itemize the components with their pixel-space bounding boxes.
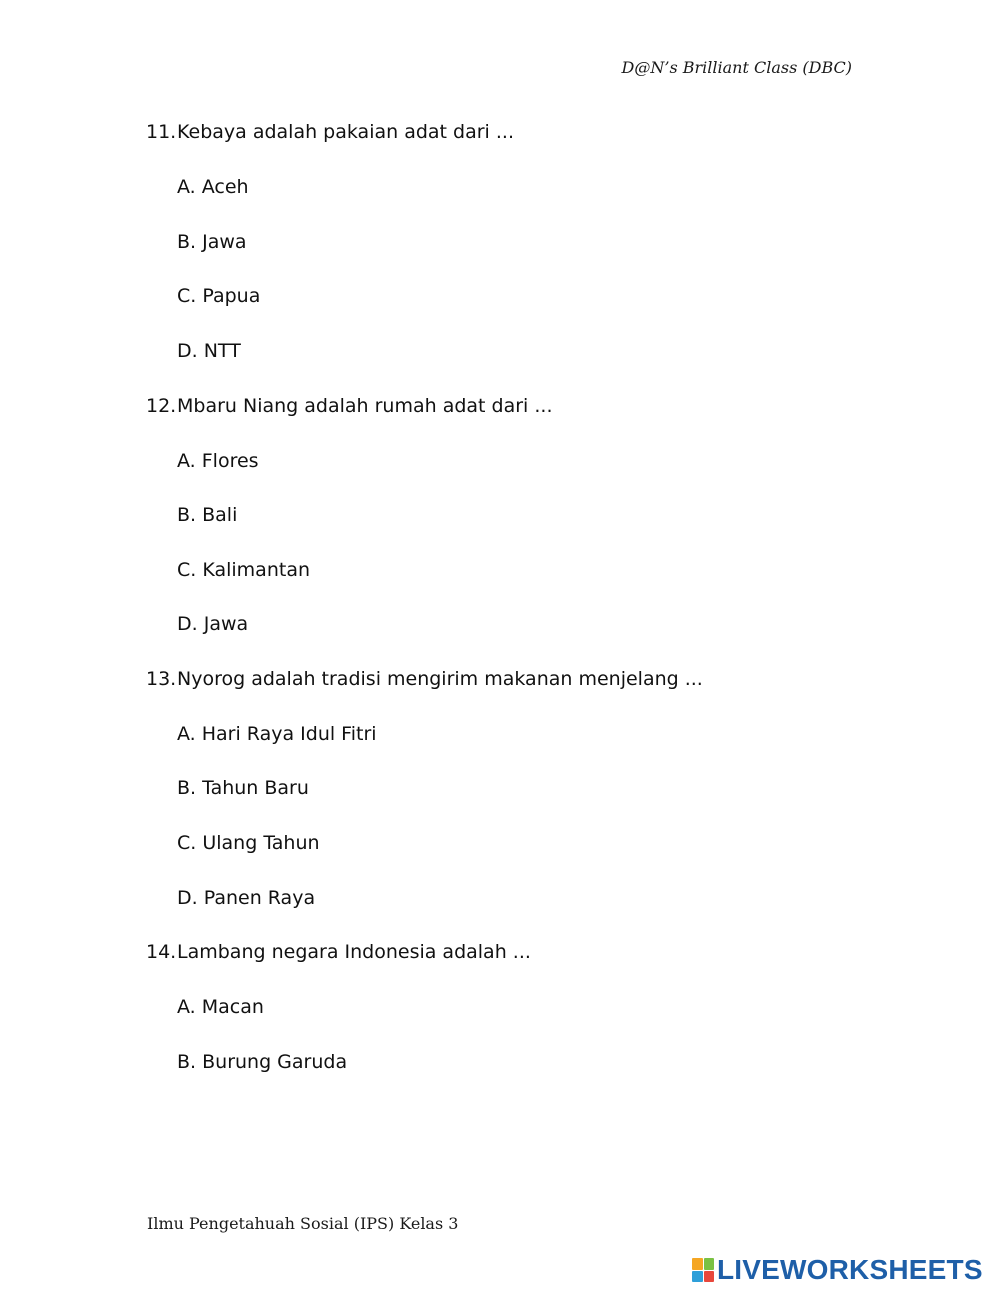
option-12-b[interactable]: B. Bali [177,504,238,526]
question-number: 12. [146,395,177,417]
option-13-b[interactable]: B. Tahun Baru [177,777,309,799]
question-text: Kebaya adalah pakaian adat dari ... [177,121,514,143]
question-text: Nyorog adalah tradisi mengirim makanan menjelang ... [177,668,703,690]
question-number: 13. [146,668,177,690]
logo-text: LIVEWORKSHEETS [717,1254,983,1285]
option-12-c[interactable]: C. Kalimantan [177,559,310,581]
option-11-c[interactable]: C. Papua [177,285,261,307]
option-11-d[interactable]: D. NTT [177,340,241,362]
option-14-a[interactable]: A. Macan [177,996,264,1018]
logo-mark-tile [704,1258,715,1270]
logo-mark-tile [692,1258,703,1270]
question-number: 11. [146,121,177,143]
liveworksheets-logo [692,1253,983,1287]
logo-mark-tile [692,1271,703,1283]
page-footer: Ilmu Pengetahuah Sosial (IPS) Kelas 3 [147,1214,459,1233]
page-header: D@N’s Brilliant Class (DBC) [621,58,852,77]
option-13-d[interactable]: D. Panen Raya [177,887,316,909]
liveworksheets-logo-icon [692,1258,714,1282]
option-12-d[interactable]: D. Jawa [177,613,249,635]
question-text: Lambang negara Indonesia adalah ... [177,941,531,963]
question-number: 14. [146,941,177,963]
option-13-a[interactable]: A. Hari Raya Idul Fitri [177,723,377,745]
option-14-b[interactable]: B. Burung Garuda [177,1051,348,1073]
logo-mark-tile [704,1271,715,1283]
option-11-b[interactable]: B. Jawa [177,231,247,253]
question-text: Mbaru Niang adalah rumah adat dari ... [177,395,553,417]
option-12-a[interactable]: A. Flores [177,450,259,472]
option-13-c[interactable]: C. Ulang Tahun [177,832,320,854]
option-11-a[interactable]: A. Aceh [177,176,249,198]
